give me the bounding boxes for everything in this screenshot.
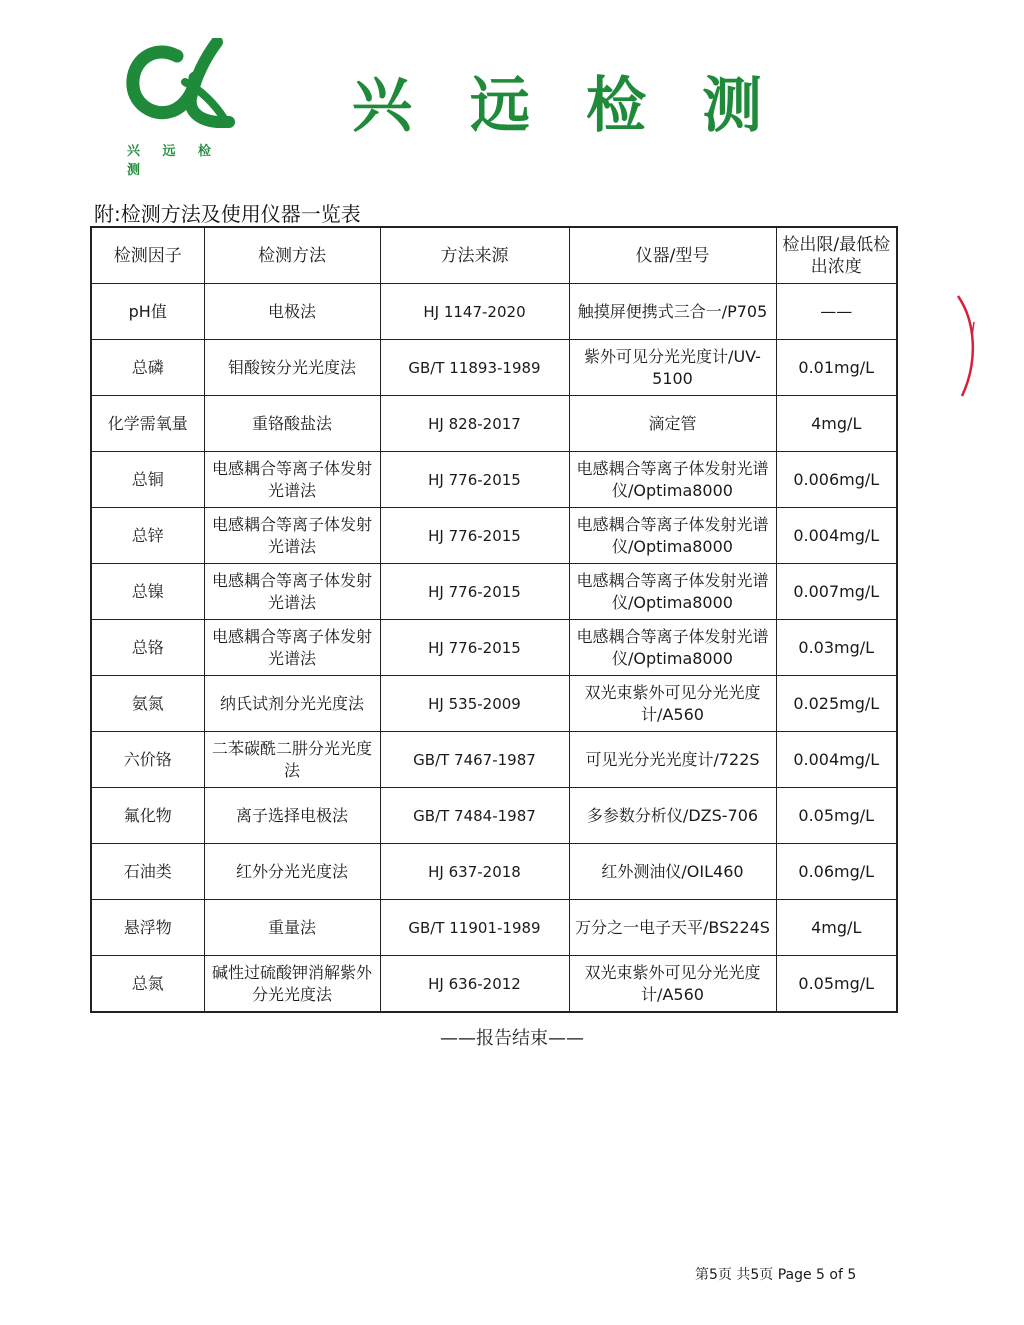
page-footer: 第5页 共5页 Page 5 of 5	[695, 1267, 857, 1283]
cell-method: 重量法	[204, 900, 380, 956]
cell-source: HJ 828-2017	[380, 396, 569, 452]
cell-limit: 0.06mg/L	[776, 844, 897, 900]
cell-instrument: 触摸屏便携式三合一/P705	[569, 284, 776, 340]
cell-instrument: 万分之一电子天平/BS224S	[569, 900, 776, 956]
cell-method: 红外分光光度法	[204, 844, 380, 900]
header-source: 方法来源	[380, 227, 569, 284]
table-row	[91, 284, 897, 340]
cell-instrument: 滴定管	[569, 396, 776, 452]
cell-instrument: 电感耦合等离子体发射光谱仪/Optima8000	[569, 508, 776, 564]
cell-limit: 0.006mg/L	[776, 452, 897, 508]
cell-source: HJ 776-2015	[380, 452, 569, 508]
table-header-row	[91, 227, 897, 284]
cell-source: GB/T 7484-1987	[380, 788, 569, 844]
cell-limit: 0.007mg/L	[776, 564, 897, 620]
cell-factor: 石油类	[91, 844, 204, 900]
table-row	[91, 508, 897, 564]
cell-factor: 总镍	[91, 564, 204, 620]
cell-source: HJ 776-2015	[380, 564, 569, 620]
table-row	[91, 620, 897, 676]
cell-instrument: 电感耦合等离子体发射光谱仪/Optima8000	[569, 452, 776, 508]
table-row	[91, 452, 897, 508]
cell-source: HJ 776-2015	[380, 620, 569, 676]
table-row	[91, 900, 897, 956]
cell-instrument: 电感耦合等离子体发射光谱仪/Optima8000	[569, 564, 776, 620]
cell-limit: 0.025mg/L	[776, 676, 897, 732]
table-row	[91, 732, 897, 788]
cell-method: 碱性过硫酸钾消解紫外分光光度法	[204, 956, 380, 1013]
cell-method: 电极法	[204, 284, 380, 340]
cell-limit: 0.01mg/L	[776, 340, 897, 396]
cell-factor: 总铜	[91, 452, 204, 508]
report-end-text: ——报告结束——	[440, 1028, 584, 1049]
cell-limit: 0.03mg/L	[776, 620, 897, 676]
cell-method: 电感耦合等离子体发射光谱法	[204, 508, 380, 564]
cell-factor: 六价铬	[91, 732, 204, 788]
cell-factor: 氨氮	[91, 676, 204, 732]
table-caption: 附:检测方法及使用仪器一览表	[94, 202, 361, 226]
cell-source: HJ 776-2015	[380, 508, 569, 564]
cell-factor: 化学需氧量	[91, 396, 204, 452]
cell-instrument: 电感耦合等离子体发射光谱仪/Optima8000	[569, 620, 776, 676]
cell-source: HJ 637-2018	[380, 844, 569, 900]
cell-source: GB/T 7467-1987	[380, 732, 569, 788]
cell-limit: 4mg/L	[776, 396, 897, 452]
table-row	[91, 564, 897, 620]
cell-method: 电感耦合等离子体发射光谱法	[204, 452, 380, 508]
methods-table	[90, 226, 898, 1013]
header-method: 检测方法	[204, 227, 380, 284]
brand-char-3: 检	[586, 71, 646, 141]
table-row	[91, 676, 897, 732]
brand-title	[352, 58, 772, 141]
cell-source: HJ 1147-2020	[380, 284, 569, 340]
logo-caption: 兴 远 检 测	[127, 144, 221, 178]
cell-method: 钼酸铵分光光度法	[204, 340, 380, 396]
table-row	[91, 788, 897, 844]
cell-method: 重铬酸盐法	[204, 396, 380, 452]
table-row	[91, 956, 897, 1013]
cell-source: GB/T 11893-1989	[380, 340, 569, 396]
cell-instrument: 多参数分析仪/DZS-706	[569, 788, 776, 844]
header-instrument: 仪器/型号	[569, 227, 776, 284]
cell-limit: 4mg/L	[776, 900, 897, 956]
cell-factor: pH值	[91, 284, 204, 340]
cell-factor: 总磷	[91, 340, 204, 396]
cell-source: HJ 535-2009	[380, 676, 569, 732]
cell-factor: 总锌	[91, 508, 204, 564]
cell-factor: 氟化物	[91, 788, 204, 844]
header-factor: 检测因子	[91, 227, 204, 284]
brand-char-4: 测	[702, 71, 762, 141]
cell-source: HJ 636-2012	[380, 956, 569, 1013]
cell-method: 电感耦合等离子体发射光谱法	[204, 564, 380, 620]
cell-instrument: 双光束紫外可见分光光度计/A560	[569, 676, 776, 732]
cell-factor: 总氮	[91, 956, 204, 1013]
cell-limit: 0.05mg/L	[776, 956, 897, 1013]
table-row	[91, 844, 897, 900]
cell-method: 离子选择电极法	[204, 788, 380, 844]
cell-instrument: 双光束紫外可见分光光度计/A560	[569, 956, 776, 1013]
cell-method: 二苯碳酰二肼分光光度法	[204, 732, 380, 788]
cell-source: GB/T 11901-1989	[380, 900, 569, 956]
brand-char-2: 远	[470, 71, 530, 141]
cell-method: 电感耦合等离子体发射光谱法	[204, 620, 380, 676]
cell-instrument: 红外测油仪/OIL460	[569, 844, 776, 900]
table-row	[91, 396, 897, 452]
cell-limit: 0.05mg/L	[776, 788, 897, 844]
brand-char-1: 兴	[352, 71, 412, 141]
cell-factor: 总铬	[91, 620, 204, 676]
company-logo-icon	[125, 38, 235, 128]
cell-factor: 悬浮物	[91, 900, 204, 956]
cell-limit: ——	[776, 284, 897, 340]
cell-limit: 0.004mg/L	[776, 508, 897, 564]
header-limit: 检出限/最低检出浓度	[776, 227, 897, 284]
seal-edge-mark-icon	[950, 292, 990, 402]
cell-limit: 0.004mg/L	[776, 732, 897, 788]
table-row	[91, 340, 897, 396]
cell-method: 纳氏试剂分光光度法	[204, 676, 380, 732]
cell-instrument: 紫外可见分光光度计/UV-5100	[569, 340, 776, 396]
cell-instrument: 可见光分光光度计/722S	[569, 732, 776, 788]
